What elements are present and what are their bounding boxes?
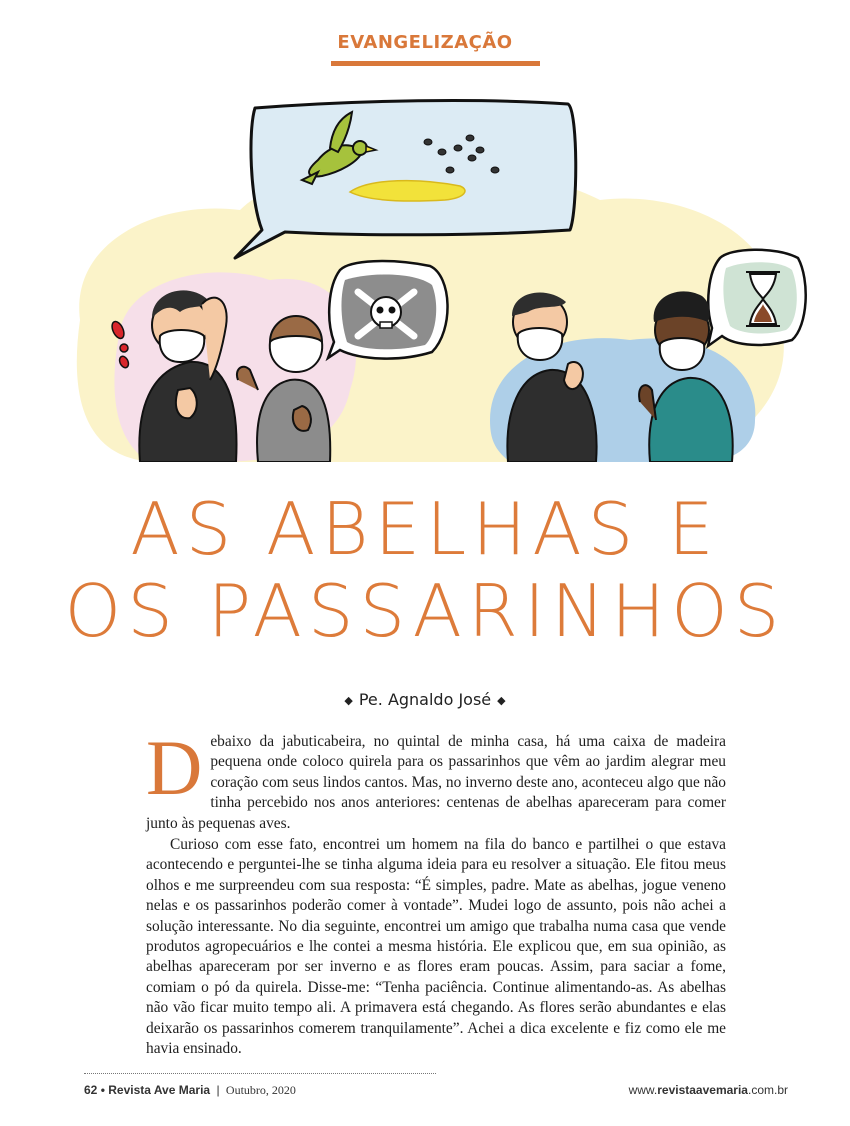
footer-separator: | bbox=[216, 1083, 220, 1097]
url-main: revistaavemaria bbox=[657, 1083, 748, 1097]
footer-divider bbox=[84, 1073, 436, 1074]
paragraph bbox=[146, 724, 726, 834]
diamond-icon: ◆ bbox=[497, 694, 506, 707]
url-prefix: www. bbox=[628, 1083, 658, 1097]
issue-date: Outubro, 2020 bbox=[225, 1083, 296, 1097]
article-title bbox=[0, 488, 850, 652]
article-title-line2: OS PASSARINHOS bbox=[64, 569, 786, 653]
illustration bbox=[40, 90, 820, 462]
footer-page-info bbox=[84, 1083, 296, 1098]
section-label: EVANGELIZAÇÃO bbox=[337, 32, 513, 53]
article-body bbox=[146, 724, 726, 1060]
diamond-icon: ◆ bbox=[344, 694, 353, 707]
author-name: Pe. Agnaldo José bbox=[358, 690, 492, 709]
paragraph: Curioso com esse fato, encontrei um homem na fila do banco e partilhei o que estava acontecendo e perguntei-lhe se tinha alguma ideia para eu resolver a situação. Ele fitou meus olhos e me surpreendeu com sua resposta: “É simples, padre. Mate as abelhas, jogue veneno nelas e os passarinhos poderão comer à vontade”. Mudei logo de assunto, pois não achei a solução interessante. No dia seguinte, encontrei um amigo que trabalha numa casa que vende produtos agropecuários e lhe contei a mesma história. Ele explicou que, em sua opinião, as abelhas apareceram por ser inverno e as flores eram poucas. Assim, para saciar a fome, comiam o pó da quirela. Disse-me: “Tenha paciência. Continue alimentando-as. As abelhas não vão ficar muito tempo ali. A primavera está chegando. As flores serão abundantes e elas deixarão os passarinhos comerem tranquilamente”. Achei a dica excelente e fiz como ele me havia ensinado. bbox=[146, 836, 726, 1058]
page-number: 62 bbox=[84, 1083, 98, 1097]
magazine-name: Revista Ave Maria bbox=[108, 1083, 211, 1097]
section-underline bbox=[331, 61, 540, 66]
paragraph-1-text: ebaixo da jabuticabeira, no quintal de minha casa, há uma caixa de madeira pequena onde coloco quirela para os passarinhos que vêm ao jardim alegrar meu coração com seus lindos cantos. Mas, no inverno deste ano, aconteceu algo que não tinha percebido nos anos anteriores: centenas de abelhas apareceram para comer junto às pequenas aves. bbox=[146, 733, 726, 832]
footer-bullet: • bbox=[100, 1083, 105, 1097]
drop-cap: D bbox=[146, 724, 203, 811]
author-byline bbox=[0, 690, 850, 709]
article-title-line1: AS ABELHAS E bbox=[130, 487, 720, 571]
website-url[interactable] bbox=[629, 1083, 788, 1097]
url-suffix: .com.br bbox=[747, 1083, 788, 1097]
